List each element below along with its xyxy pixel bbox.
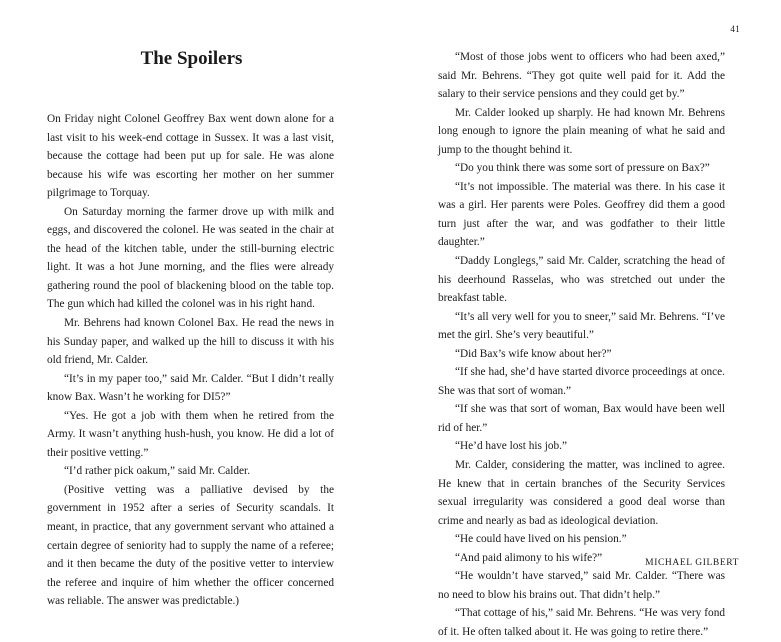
paragraph: On Friday night Colonel Geoffrey Bax went down alone for a last visit to his week-end cottage in Sussex. It was a last visit, because the cottage had been put up for sale. He was alone because his wife was escorting her mother on her summer pilgrimage to Torquay. [47,113,334,200]
paragraph: “If she was that sort of woman, Bax would have been well rid of her.” [438,403,725,434]
paragraph: “Most of those jobs went to officers who had been axed,” said Mr. Behrens. “They got quite well paid for it. Add the salary to their service pensions and they could get by.” [438,51,725,101]
paragraph: “It’s in my paper too,” said Mr. Calder. “But I didn’t really know Bax. Wasn’t he working for DI5?” [47,372,334,404]
paragraph: “Daddy Longlegs,” said Mr. Calder, scratching the head of his deerhound Rasselas, who was stretched out under the breakfast table. [438,255,725,305]
page-number: 41 [730,24,740,34]
running-footer-author: MICHAEL GILBERT [645,558,739,568]
paragraph: Mr. Calder looked up sharply. He had known Mr. Behrens long enough to ignore the plain meaning of what he said and jump to the thought behind it. [438,106,725,156]
paragraph: “I’d rather pick oakum,” said Mr. Calder. [64,465,251,478]
paragraph: “If she had, she’d have started divorce proceedings at once. She was that sort of woman.” [438,366,725,397]
right-page [390,0,781,638]
paragraph: “It’s not impossible. The material was there. In his case it was a girl. Her parents were Poles. Geoffrey did them a good turn just after the war, and was godfather to their little daughter.” [438,180,725,249]
paragraph: “That cottage of his,” said Mr. Behrens. “He was very fond of it. He often talked about it. He was going to retire there.” [438,607,725,638]
paragraph: “He wouldn’t have starved,” said Mr. Calder. “There was no need to blow his brains out. That didn’t help.” [438,570,725,601]
paragraph: “Did Bax’s wife know about her?” [455,347,612,360]
paragraph: “It’s all very well for you to sneer,” said Mr. Behrens. “I’ve met the girl. She’s very beautiful.” [438,310,725,342]
paragraph: On Saturday morning the farmer drove up with milk and eggs, and discovered the colonel. He was seated in the chair at the head of the kitchen table, under the still-burning electric light. It was a hot June morning, and the flies were already gathering round the pool of blackening blood on the table top. The gun which had killed the colonel was in his right hand. [47,205,334,311]
paragraph: “Yes. He got a job with them when he retired from the Army. It wasn’t anything hush-hush, you know. He did a lot of their positive vetting.” [47,409,334,459]
chapter-title: The Spoilers [140,48,243,69]
paragraph: “And paid alimony to his wife?” [455,551,603,564]
paragraph: “He could have lived on his pension.” [455,533,627,546]
left-page [0,0,390,608]
paragraph: Mr. Behrens had known Colonel Bax. He read the news in his Sunday paper, and walked up the hill to discuss it with his old friend, Mr. Calder. [47,317,334,367]
paragraph: Mr. Calder, considering the matter, was inclined to agree. He knew that in certain branches of the Security Services sexual irregularity was considered a good deal worse than crime and nearly as bad as ideological deviation. [438,459,725,527]
right-page-body [438,48,725,642]
paragraph: (Positive vetting was a palliative devised by the government in 1952 after a series of Security scandals. It meant, in practice, that any government servant who attained a certain degree of seniority had to supply the name of a referee; and it then became the duty of the positive vetter to interview the referee and inquire of him whether the officer concerned was reliable. The answer was predictable.) [47,483,334,608]
paragraph: “Do you think there was some sort of pressure on Bax?” [455,162,710,175]
left-page-body [47,110,334,611]
paragraph: “He’d have lost his job.” [455,440,567,453]
